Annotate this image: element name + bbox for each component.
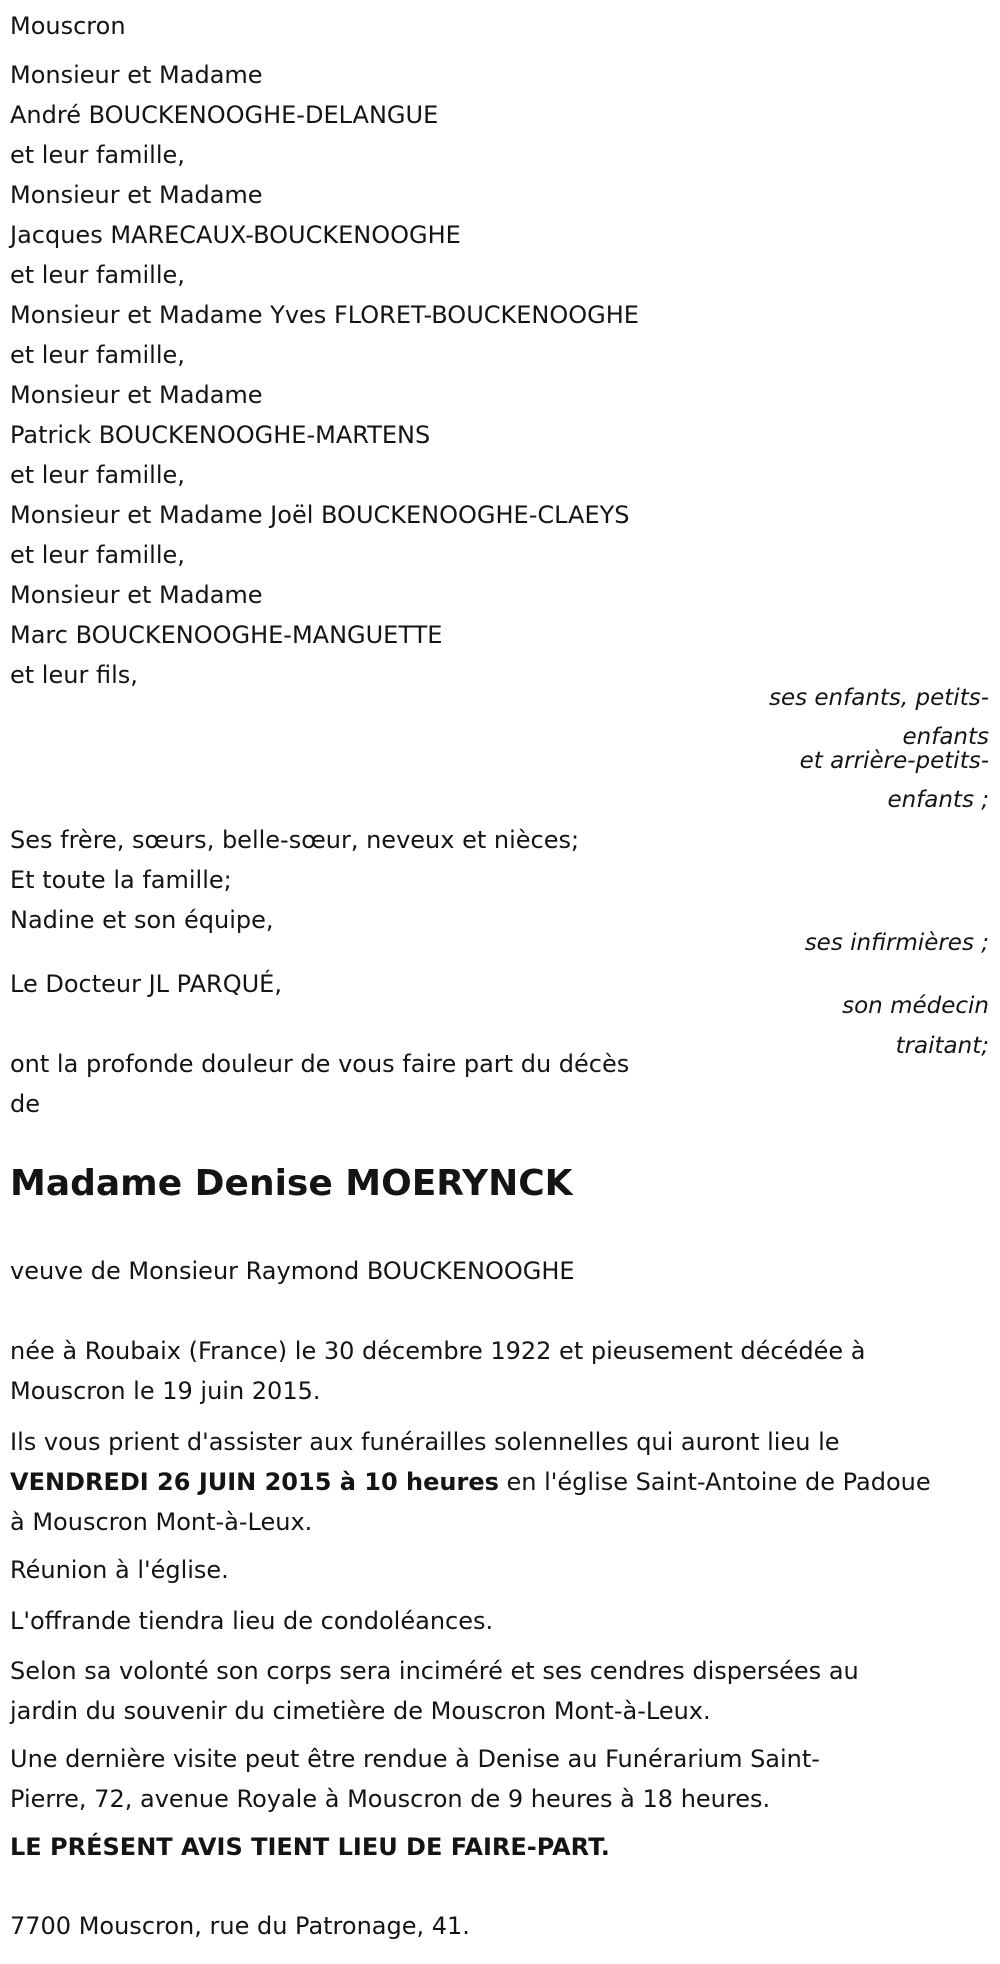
family-line: Patrick BOUCKENOOGHE-MARTENS: [10, 421, 431, 449]
city-heading: Mouscron: [10, 12, 126, 40]
family-line: et leur famille,: [10, 541, 185, 569]
announcement-line: de: [10, 1090, 40, 1118]
relation-children: enfants: [902, 724, 989, 750]
family-line: Jacques MARECAUX-BOUCKENOOGHE: [10, 221, 461, 249]
funeral-place-line: à Mouscron Mont-à-Leux.: [10, 1508, 313, 1536]
address-line: 7700 Mouscron, rue du Patronage, 41.: [10, 1912, 470, 1940]
funeral-date-line: [10, 1462, 931, 1502]
wish-line: Selon sa volonté son corps sera inciméré et ses cendres dispersées au: [10, 1657, 859, 1685]
others-line: Et toute la famille;: [10, 866, 232, 894]
family-line: et leur famille,: [10, 341, 185, 369]
family-line: Monsieur et Madame Yves FLORET-BOUCKENOOGHE: [10, 301, 639, 329]
relation-doctor: son médecin: [842, 993, 989, 1019]
funeral-date: VENDREDI 26 JUIN 2015 à 10 heures: [10, 1468, 499, 1496]
family-line: Marc BOUCKENOOGHE-MANGUETTE: [10, 621, 443, 649]
family-line: et leur fils,: [10, 661, 138, 689]
birth-line: née à Roubaix (France) le 30 décembre 1922 et pieusement décédée à: [10, 1337, 866, 1365]
birth-line: Mouscron le 19 juin 2015.: [10, 1377, 321, 1405]
family-line: Monsieur et Madame: [10, 581, 263, 609]
family-line: Monsieur et Madame Joël BOUCKENOOGHE-CLAEYS: [10, 501, 630, 529]
relation-doctor: traitant;: [895, 1033, 989, 1059]
notice-line: LE PRÉSENT AVIS TIENT LIEU DE FAIRE-PART.: [10, 1833, 610, 1861]
family-line: Monsieur et Madame: [10, 61, 263, 89]
announcement-line: ont la profonde douleur de vous faire part du décès: [10, 1050, 630, 1078]
wish-line: jardin du souvenir du cimetière de Mouscron Mont-à-Leux.: [10, 1697, 711, 1725]
others-line: Ses frère, sœurs, belle-sœur, neveux et nièces;: [10, 826, 580, 854]
deceased-name: Madame Denise MOERYNCK: [10, 1163, 573, 1204]
doctor-line: Le Docteur JL PARQUÉ,: [10, 970, 282, 998]
meeting-line: Réunion à l'église.: [10, 1556, 229, 1584]
relation-children: enfants ;: [887, 787, 989, 813]
family-line: et leur famille,: [10, 141, 185, 169]
relation-nurses: ses infirmières ;: [804, 930, 989, 956]
family-line: et leur famille,: [10, 261, 185, 289]
visit-line: Une dernière visite peut être rendue à Denise au Funérarium Saint-: [10, 1745, 820, 1773]
family-line: et leur famille,: [10, 461, 185, 489]
visit-line: Pierre, 72, avenue Royale à Mouscron de 9 heures à 18 heures.: [10, 1785, 771, 1813]
family-line: Monsieur et Madame: [10, 181, 263, 209]
funeral-place: en l'église Saint-Antoine de Padoue: [498, 1468, 931, 1496]
offering-line: L'offrande tiendra lieu de condoléances.: [10, 1607, 494, 1635]
family-line: André BOUCKENOOGHE-DELANGUE: [10, 101, 439, 129]
others-line: Nadine et son équipe,: [10, 906, 274, 934]
funeral-invite: Ils vous prient d'assister aux funérailles solennelles qui auront lieu le: [10, 1428, 840, 1456]
family-line: Monsieur et Madame: [10, 381, 263, 409]
relation-children: ses enfants, petits-: [768, 685, 989, 711]
relation-children: et arrière-petits-: [799, 748, 989, 774]
widow-line: veuve de Monsieur Raymond BOUCKENOOGHE: [10, 1257, 575, 1285]
